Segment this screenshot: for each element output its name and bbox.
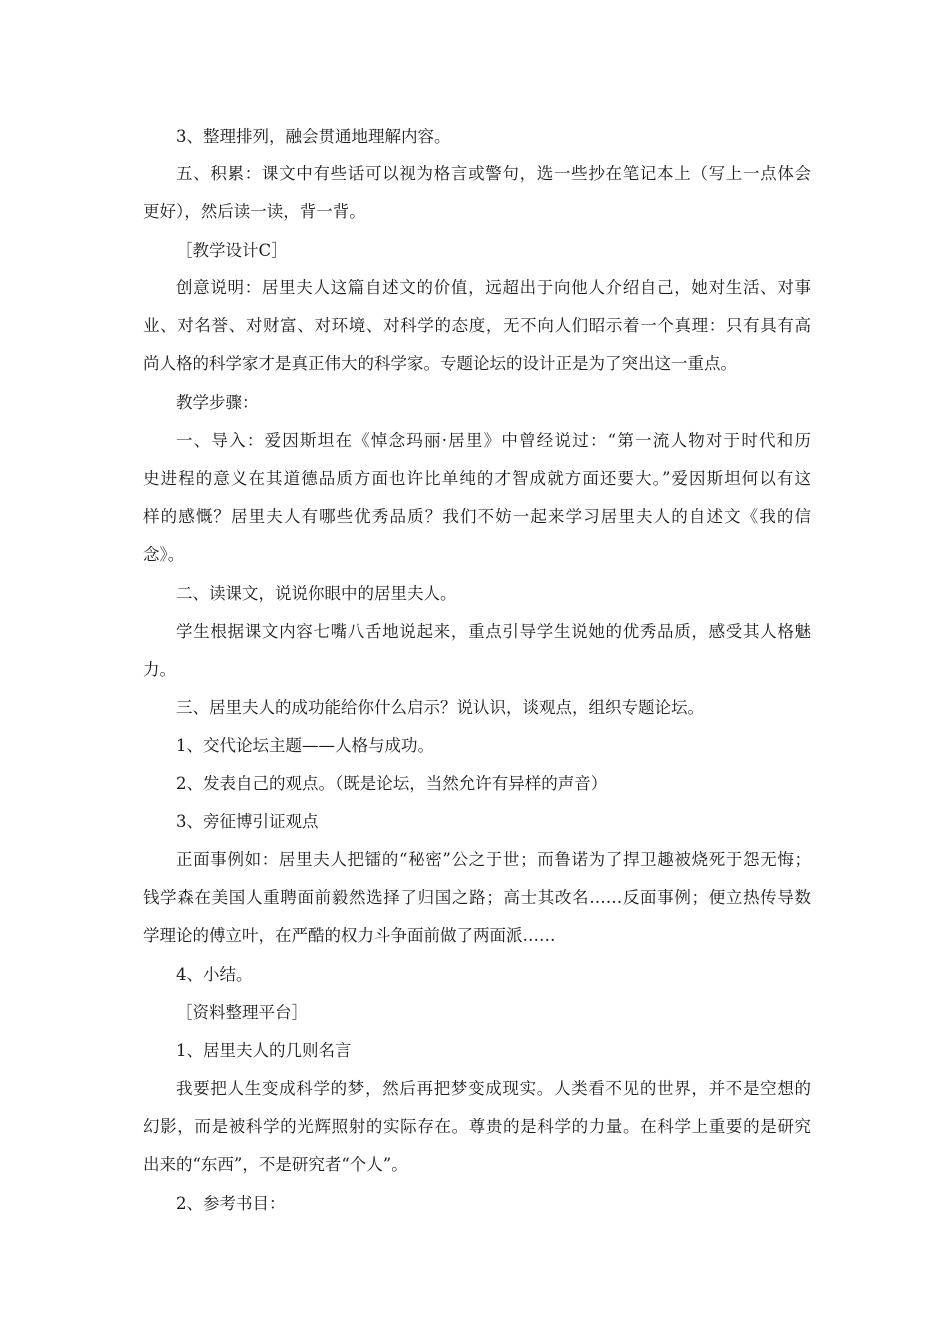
- paragraph-quotes: [143, 1070, 811, 1184]
- text-line: 2、参考书目：: [176, 1194, 286, 1213]
- text-line: 二、读课文，说说你眼中的居里夫人。: [176, 584, 457, 603]
- text-line: 钱学森在美国人重聘面前毅然选择了归国之路；高士其改名……反面事例；便立热传导数: [143, 888, 811, 907]
- text-line: 创意说明：居里夫人这篇自述文的价值，远超出于向他人介绍自己，她对生活、对事: [176, 278, 811, 297]
- paragraph-inspiration: [143, 689, 811, 727]
- text-line: 出来的“东西”，不是研究者“个人”。: [143, 1155, 408, 1174]
- text-line: 正面事例如：居里夫人把镭的“秘密”公之于世；而鲁诺为了捍卫趣被烧死于怨无悔；: [176, 850, 811, 869]
- text-line: 学生根据课文内容七嘴八舌地说起来，重点引导学生说她的优秀品质，感受其人格魅: [176, 622, 811, 641]
- text-line: 五、积累：课文中有些话可以视为格言或警句，选一些抄在笔记本上（写上一点体会: [176, 164, 811, 183]
- text-line: ［资料整理平台］: [176, 1003, 308, 1022]
- paragraph-students-discuss: [143, 613, 811, 689]
- text-line: 样的感慨？居里夫人有哪些优秀品质？我们不妨一起来学习居里夫人的自述文《我的信: [143, 507, 811, 526]
- text-line: 更好），然后读一读，背一背。: [143, 202, 366, 221]
- paragraph-introduction: [143, 422, 811, 574]
- text-line: 3、旁征博引证观点: [176, 812, 319, 831]
- text-line: 念》。: [143, 545, 185, 564]
- text-line: 学理论的傅立叶，在严酷的权力斗争面前做了两面派……: [143, 926, 556, 945]
- paragraph-accumulate: [143, 155, 811, 231]
- text-line: ［教学设计C］: [176, 241, 288, 260]
- text-line: 尚人格的科学家才是真正伟大的科学家。专题论坛的设计正是为了突出这一重点。: [143, 354, 737, 373]
- paragraph-summary: [143, 956, 811, 994]
- text-line: 三、居里夫人的成功能给你什么启示？说认识，谈观点，组织专题论坛。: [176, 698, 704, 717]
- section-heading-resources: [143, 994, 811, 1032]
- text-line: 1、交代论坛主题——人格与成功。: [176, 736, 434, 755]
- paragraph-express-views: [143, 765, 811, 803]
- section-heading-design-c: [143, 232, 811, 270]
- paragraph-examples: [143, 841, 811, 955]
- text-line: 1、居里夫人的几则名言: [176, 1041, 352, 1060]
- paragraph-item-3: [143, 118, 811, 156]
- text-line: 教学步骤：: [176, 393, 259, 412]
- text-line: 史进程的意义在其道德品质方面也许比单纯的才智成就方面还要大。”爱因斯坦何以有这: [143, 469, 811, 488]
- paragraph-forum-theme: [143, 727, 811, 765]
- text-line: 3、整理排列，融会贯通地理解内容。: [176, 127, 451, 146]
- text-line: 2、发表自己的观点。（既是论坛，当然允许有异样的声音）: [176, 774, 608, 793]
- text-line: 4、小结。: [176, 965, 253, 984]
- text-line: 力。: [143, 660, 176, 679]
- text-line: 幻影，而是被科学的光辉照射的实际存在。尊贵的是科学的力量。在科学上重要的是研究: [143, 1117, 811, 1136]
- paragraph-creative-note: [143, 269, 811, 383]
- paragraph-quotes-heading: [143, 1032, 811, 1070]
- text-line: 一、导入：爱因斯坦在《悼念玛丽·居里》中曾经说过：“第一流人物对于时代和历: [176, 431, 811, 450]
- paragraph-read-text: [143, 575, 811, 613]
- paragraph-cite-evidence: [143, 803, 811, 841]
- text-line: 业、对名誉、对财富、对环境、对科学的态度，无不向人们昭示着一个真理：只有具有高: [143, 316, 811, 335]
- heading-teaching-steps: [143, 384, 811, 422]
- paragraph-reference-books: [143, 1185, 811, 1223]
- text-line: 我要把人生变成科学的梦，然后再把梦变成现实。人类看不见的世界，并不是空想的: [176, 1079, 811, 1098]
